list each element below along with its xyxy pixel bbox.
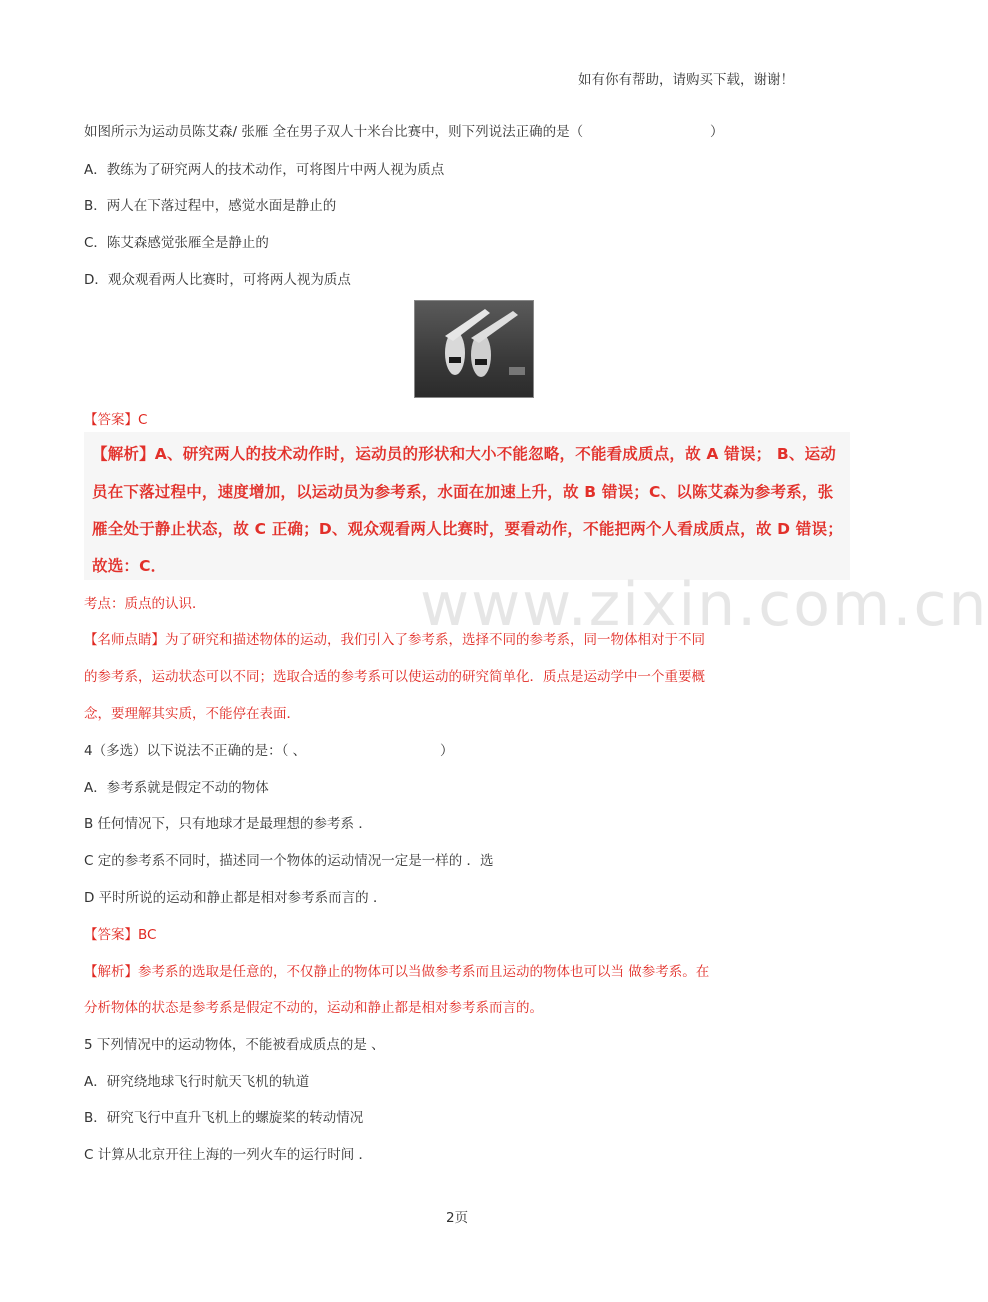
q3-analysis-box: [84, 432, 850, 580]
q3-option-d: D．观众观看两人比赛时，可将两人视为质点: [84, 272, 351, 288]
q5-option-c: C 计算从北京开往上海的一列火车的运行时间 ．: [84, 1147, 373, 1163]
q3-analysis-line: 故选：C．: [92, 557, 167, 575]
q4-option-a: A．参考系就是假定不动的物体: [84, 780, 269, 796]
q3-analysis-line: 员在下落过程中，速度增加，以运动员为参考系，水面在加速上升，故 B 错误；C、以陈艾森为参考系，张: [92, 483, 834, 501]
q3-option-b: B．两人在下落过程中，感觉水面是静止的: [84, 198, 337, 214]
q4-option-b: B 任何情况下，只有地球才是最理想的参考系 ．: [84, 816, 372, 832]
q3-answer: 【答案】C: [84, 412, 148, 428]
page-number: 2页: [446, 1210, 469, 1226]
q4-option-c: C 定的参考系不同时，描述同一个物体的运动情况一定是一样的 ．选: [84, 853, 494, 869]
q4-option-d: D 平时所说的运动和静止都是相对参考系而言的 ．: [84, 890, 387, 906]
q3-tips-line: 【名师点睛】为了研究和描述物体的运动，我们引入了参考系，选择不同的参考系，同一物体相对于不同: [84, 632, 705, 648]
divers-figure: [415, 301, 533, 397]
q4-answer: 【答案】BC: [84, 927, 157, 943]
q3-tips-line: 念，要理解其实质，不能停在表面．: [84, 706, 300, 722]
q3-tips-line: 的参考系，运动状态可以不同；选取合适的参考系可以使运动的研究简单化．质点是运动学中一个重要概: [84, 669, 705, 685]
q3-analysis-line: 雁全处于静止状态，故 C 正确；D、观众观看两人比赛时，要看动作，不能把两个人看成质点，故 D 错误；: [92, 520, 843, 538]
watermark: www.zixin.com.cn: [420, 570, 988, 640]
q3-kaodian: 考点：质点的认识．: [84, 596, 206, 612]
q3-stem-close: ）: [710, 124, 724, 140]
q5-option-a: A．研究绕地球飞行时航天飞机的轨道: [84, 1074, 310, 1090]
q4-analysis-line: 分析物体的状态是参考系是假定不动的，运动和静止都是相对参考系而言的。: [84, 1000, 543, 1016]
q5-option-b: B．研究飞行中直升飞机上的螺旋桨的转动情况: [84, 1110, 364, 1126]
q4-stem-close: ）: [440, 743, 454, 759]
q3-analysis-line: 【解析】A、研究两人的技术动作时，运动员的形状和大小不能忽略，不能看成质点，故 A 错误； B、运动: [92, 445, 836, 463]
q4-stem: 4（多选）以下说法不正确的是：（ 、: [84, 743, 307, 759]
q3-option-c: C．陈艾森感觉张雁全是静止的: [84, 235, 269, 251]
q3-option-a: A．教练为了研究两人的技术动作，可将图片中两人视为质点: [84, 162, 445, 178]
diving-photo: [414, 300, 534, 398]
q4-analysis-line: 【解析】参考系的选取是任意的，不仅静止的物体可以当做参考系而且运动的物体也可以当 做参考系。在: [84, 964, 710, 980]
q3-stem: 如图所示为运动员陈艾森/ 张雁 全在男子双人十米台比赛中，则下列说法正确的是（: [84, 124, 584, 140]
q5-stem: 5 下列情况中的运动物体，不能被看成质点的是 、: [84, 1037, 385, 1053]
header-note: 如有你有帮助，请购买下载，谢谢！: [578, 72, 794, 88]
